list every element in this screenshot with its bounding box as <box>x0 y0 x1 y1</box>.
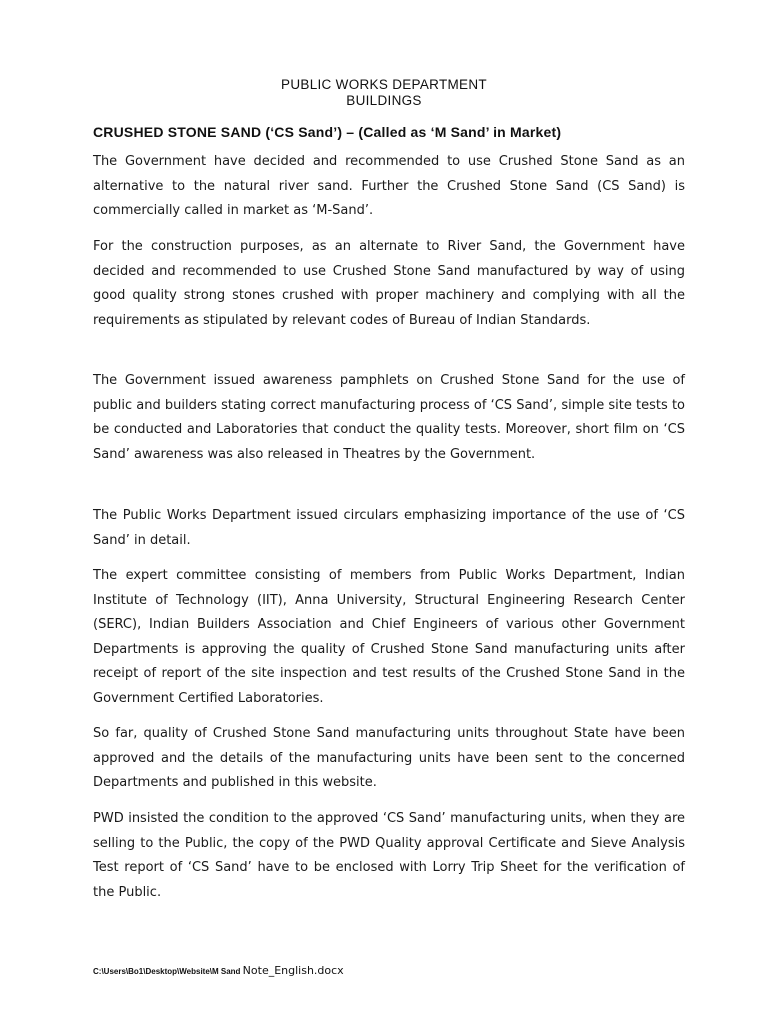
footer-path: C:\Users\Bo1\Desktop\Website\M Sand <box>93 967 243 976</box>
paragraph-5: The expert committee consisting of members from Public Works Department, Indian Institute of Technology (IIT), Anna University, Structural Engineering Research Center (SERC), Indian Builders Association and Chief Engineers of various other Government Departments is approving the quality of Crushed Stone Sand manufacturing units after receipt of report of the site inspection and test results of the Crushed Stone Sand in the Government Certified Laboratories. <box>93 568 685 706</box>
paragraph-6: So far, quality of Crushed Stone Sand manufacturing units throughout State have been approved and the details of the manufacturing units have been sent to the concerned Departments and published in this website. <box>93 726 685 790</box>
paragraph-2: For the construction purposes, as an alternate to River Sand, the Government have decided and recommended to use Crushed Stone Sand manufactured by way of using good quality strong stones crushed with proper machinery and complying with all the requirements as stipulated by relevant codes of Bureau of Indian Standards. <box>93 239 685 328</box>
paragraph-3: The Government issued awareness pamphlets on Crushed Stone Sand for the use of public and builders stating correct manufacturing process of ‘CS Sand’, simple site tests to be conducted and Laboratories that conduct the quality tests. Moreover, short film on ‘CS Sand’ awareness was also released in Theatres by the Government. <box>93 373 685 462</box>
document-subtitle: CRUSHED STONE SAND (‘CS Sand’) – (Called as ‘M Sand’ in Market) <box>93 124 562 140</box>
footer-filename: Note_English.docx <box>242 964 344 977</box>
paragraph-7: PWD insisted the condition to the approved ‘CS Sand’ manufacturing units, when they are selling to the Public, the copy of the PWD Quality approval Certificate and Sieve Analysis Test report of ‘CS Sand’ have to be enclosed with Lorry Trip Sheet for the verification of the Public. <box>93 811 685 900</box>
department-heading: PUBLIC WORKS DEPARTMENT <box>281 77 487 92</box>
file-path-footer <box>93 964 344 977</box>
paragraph-4: The Public Works Department issued circulars emphasizing importance of the use of ‘CS Sand’ in detail. <box>93 508 685 548</box>
paragraph-1: The Government have decided and recommended to use Crushed Stone Sand as an alternative to the natural river sand. Further the Crushed Stone Sand (CS Sand) is commercially called in market as ‘M-Sand’. <box>93 154 685 218</box>
section-heading: BUILDINGS <box>346 93 422 108</box>
